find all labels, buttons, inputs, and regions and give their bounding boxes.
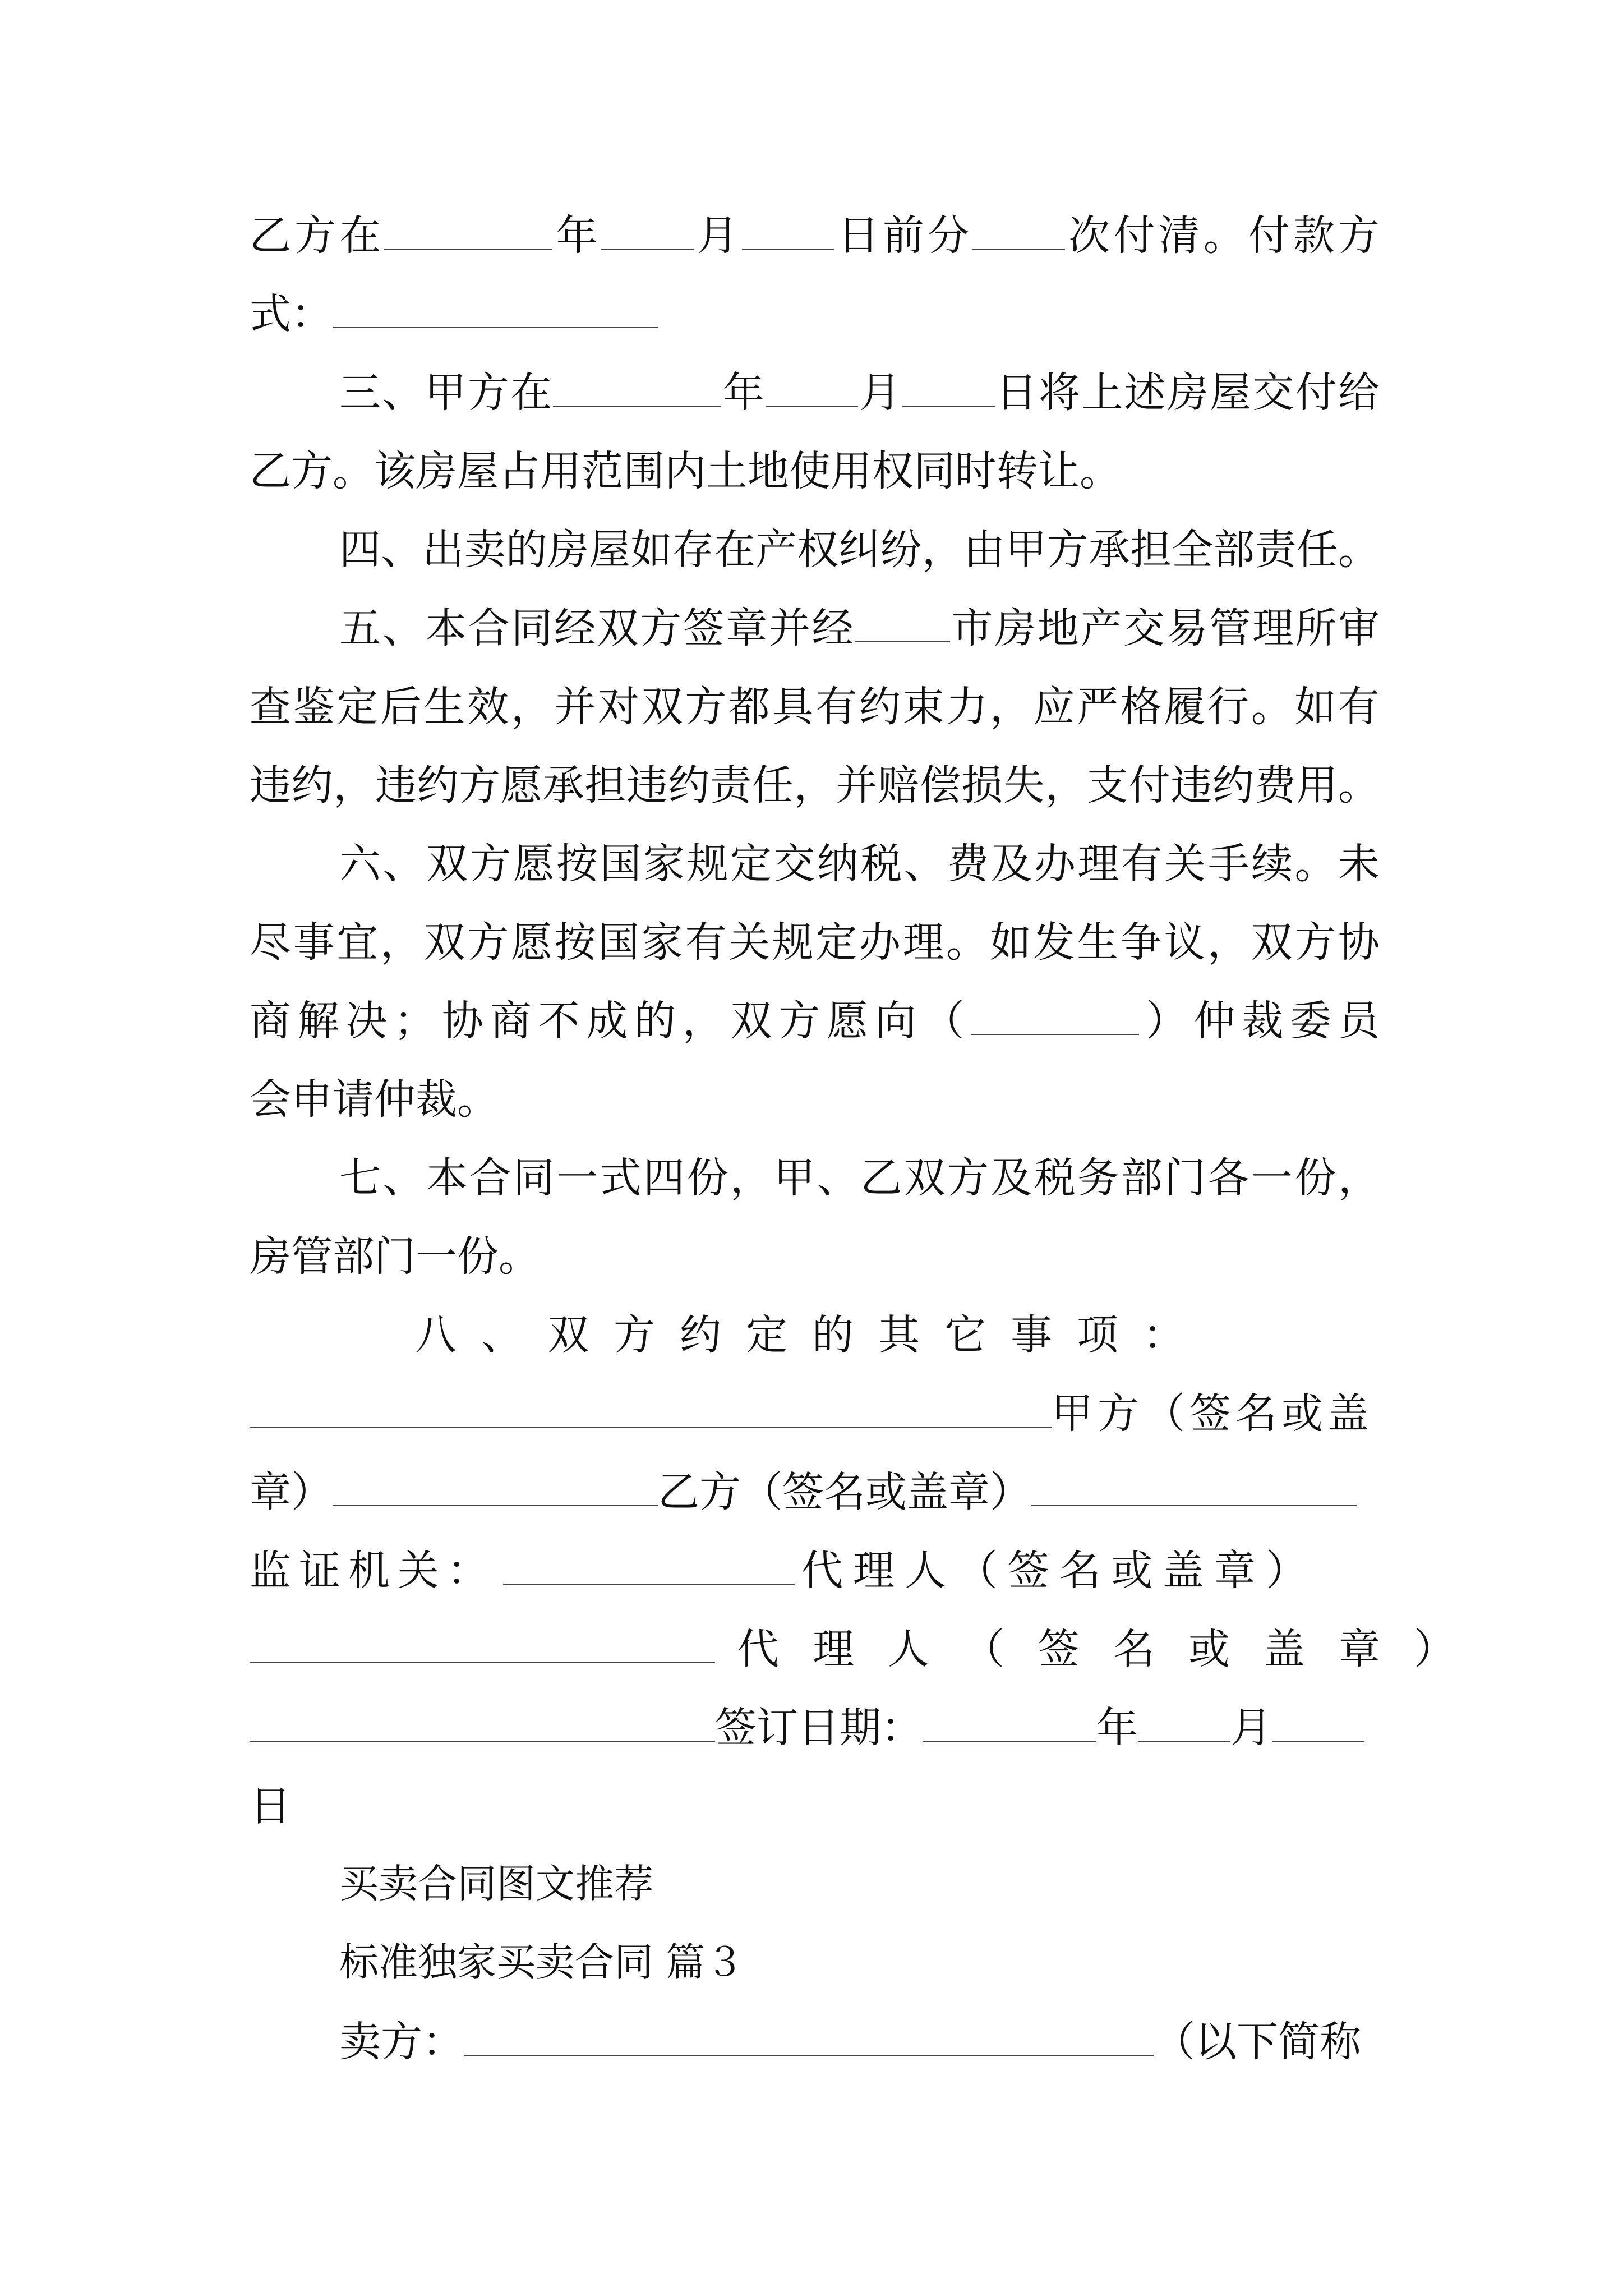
- text-run: 五、本合同经双方签章并经: [339, 604, 855, 652]
- fill-in-blank: [250, 1628, 715, 1663]
- fill-in-blank: [553, 372, 721, 407]
- text-line: [250, 1625, 1489, 1673]
- fill-in-blank: [902, 372, 995, 407]
- fill-in-blank: [766, 372, 858, 407]
- fill-in-blank: [1272, 1707, 1364, 1742]
- text-run: 会申请仲裁。: [250, 1075, 499, 1124]
- fill-in-blank: [971, 1000, 1139, 1035]
- text-line: [250, 761, 1380, 809]
- fill-in-blank: [333, 1471, 658, 1506]
- text-line: [250, 1075, 1380, 1124]
- fill-in-blank: [972, 215, 1065, 250]
- text-run: 标准独家买卖合同 篇３: [339, 1939, 745, 1985]
- text-line: [339, 526, 1380, 574]
- text-line: [250, 997, 1380, 1045]
- text-run: 买卖合同图文推荐: [339, 1861, 653, 1907]
- section-heading: [339, 1861, 1380, 1907]
- text-run: （以下简称: [1154, 2018, 1361, 2066]
- text-run: 乙方。该房屋占用范围内土地使用权同时转让。: [250, 447, 1121, 495]
- text-run: 年: [721, 369, 766, 417]
- text-line: [250, 683, 1380, 731]
- text-run: 乙方（签名或盖章）: [658, 1468, 1031, 1516]
- text-run: 日将上述房屋交付给: [994, 369, 1380, 417]
- text-line: [250, 1547, 1380, 1595]
- text-run: 八、双方约定的其它事项：: [415, 1311, 1209, 1359]
- text-line: [250, 1704, 1380, 1752]
- text-run: 月: [1230, 1704, 1272, 1752]
- text-run: 年: [552, 211, 601, 260]
- text-run: 次付清。付款方: [1065, 211, 1380, 260]
- fill-in-blank: [1138, 1707, 1230, 1742]
- text-run: 代理人（签名或盖章）: [801, 1547, 1317, 1595]
- text-run: 七、本合同一式四份，甲、乙双方及税务部门各一份，: [339, 1154, 1380, 1202]
- fill-in-blank: [742, 215, 834, 250]
- text-line: [339, 369, 1380, 417]
- fill-in-blank: [855, 608, 950, 642]
- text-run: 六、双方愿按国家规定交纳税、费及办理有关手续。未: [339, 840, 1380, 888]
- section-title: [339, 1939, 1380, 1985]
- text-line: [250, 1389, 1380, 1438]
- text-run: 市房地产交易管理所审: [950, 604, 1380, 652]
- text-run: 卖方：: [339, 2018, 464, 2066]
- fill-in-blank: [464, 2021, 1154, 2056]
- text-line: [250, 1232, 1380, 1281]
- text-run: 三、甲方在: [339, 369, 554, 417]
- text-line: [250, 290, 1380, 338]
- text-run: 日: [250, 1782, 291, 1830]
- text-run: 甲方（签名或盖: [1052, 1389, 1373, 1438]
- text-line: [250, 211, 1380, 260]
- text-run: 商解决；协商不成的，双方愿向（: [250, 997, 971, 1045]
- text-run: 签订日期：: [715, 1704, 923, 1752]
- text-run: 式：: [250, 290, 333, 338]
- text-run: 房管部门一份。: [250, 1232, 540, 1281]
- text-line: [339, 1154, 1380, 1202]
- text-line: [250, 1468, 1380, 1516]
- fill-in-blank: [601, 215, 694, 250]
- fill-in-blank: [503, 1550, 795, 1585]
- text-line: [339, 2018, 1380, 2066]
- fill-in-blank: [923, 1707, 1096, 1742]
- fill-in-blank: [250, 1707, 715, 1742]
- text-run: 章）: [250, 1468, 333, 1516]
- fill-in-blank: [1031, 1471, 1357, 1506]
- text-line: [250, 1782, 1380, 1830]
- text-run: ）仲裁委员: [1139, 997, 1380, 1045]
- text-run: 尽事宜，双方愿按国家有关规定办理。如发生争议，双方协: [250, 918, 1380, 967]
- text-run: 四、出卖的房屋如存在产权纠纷，由甲方承担全部责任。: [339, 526, 1380, 574]
- fill-in-blank: [250, 1393, 1052, 1428]
- text-run: 违约，违约方愿承担违约责任，并赔偿损失，支付违约费用。: [250, 761, 1380, 809]
- text-run: 年: [1096, 1704, 1138, 1752]
- text-run: 月: [693, 211, 742, 260]
- text-run: 乙方在: [250, 211, 385, 260]
- text-line: [339, 604, 1380, 652]
- fill-in-blank: [333, 293, 658, 328]
- text-run: 查鉴定后生效，并对双方都具有约束力，应严格履行。如有: [250, 683, 1380, 731]
- text-run: 代理人（签名或盖章）: [737, 1625, 1489, 1673]
- text-line: [250, 447, 1380, 495]
- text-line: [339, 840, 1380, 888]
- text-line: [415, 1311, 1380, 1359]
- text-run: 日前分: [834, 211, 973, 260]
- text-line: [250, 918, 1380, 967]
- text-run: 月: [857, 369, 902, 417]
- fill-in-blank: [384, 215, 552, 250]
- text-run: 监证机关：: [250, 1547, 496, 1595]
